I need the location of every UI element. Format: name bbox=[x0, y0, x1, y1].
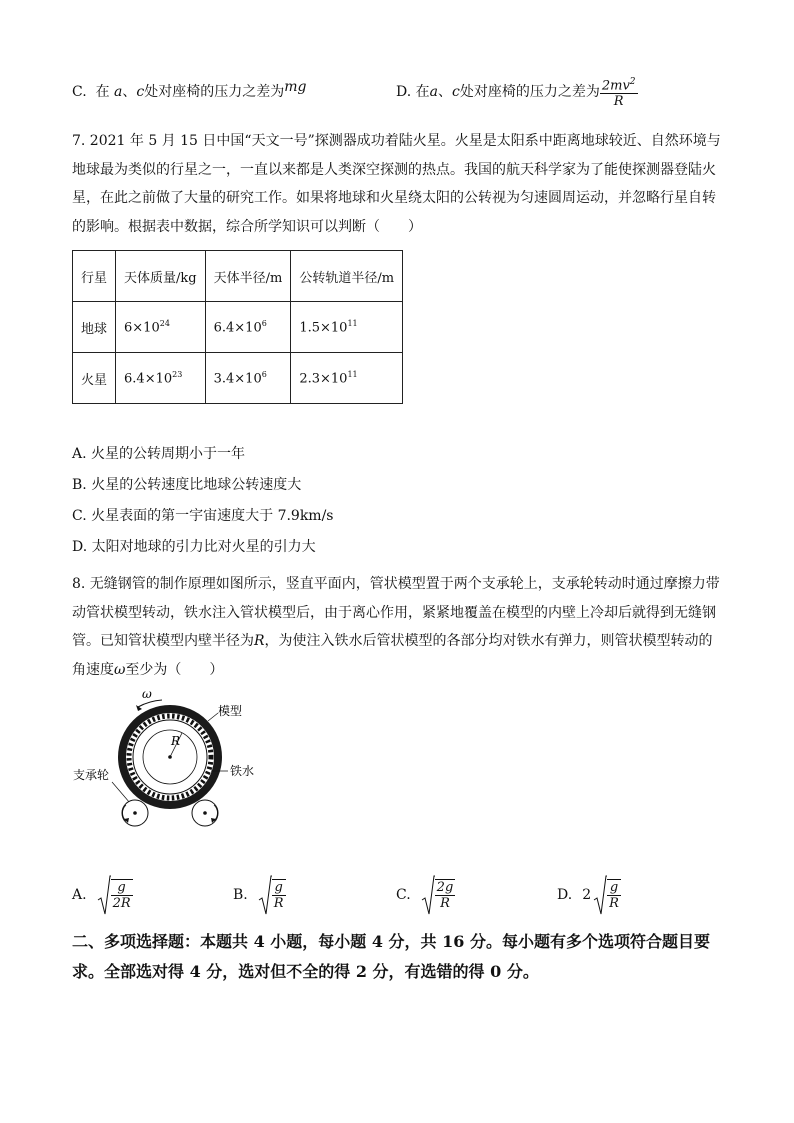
sqrt-sign-icon bbox=[258, 874, 272, 916]
wheel-axle-right bbox=[203, 811, 207, 815]
q7-option-c: C. 火星表面的第一宇宙速度大于 7.9km/s bbox=[72, 508, 334, 524]
q7-option-d: D. 太阳对地球的引力比对火星的引力大 bbox=[72, 539, 316, 555]
sqrt-fraction: $\frac{g}{2R}$ bbox=[112, 879, 131, 911]
sqrt-fraction: $\frac{g}{R}$ bbox=[273, 879, 284, 911]
center-dot bbox=[168, 755, 172, 759]
sqrt-fraction: $\frac{2g}{R}$ bbox=[436, 879, 454, 911]
q6-option-c: C. 在 a、c处对座椅的压力之差为mg bbox=[72, 79, 307, 100]
table-cell: $1.5\times 10^{11}$ bbox=[291, 302, 403, 353]
q7-data-table bbox=[72, 250, 403, 404]
q8-stem: 8. 无缝钢管的制作原理如图所示，竖直平面内，管状模型置于两个支承轮上，支承轮转动时通过摩擦力带动管状模型转动，铁水注入管状模型后，由于离心作用，紧紧地覆盖在模型的内壁上冷却后就得到无缝钢管。已知管状模型内壁半径为R，为使注入铁水后管状模型的各部分均对铁水有弹力，则管状模型转动的角速度ω至少为（ ） bbox=[72, 576, 720, 678]
table-cell: $3.4\times 10^6$ bbox=[205, 353, 291, 404]
sqrt-sign-icon bbox=[593, 874, 607, 916]
table-header: 公转轨道半径/m bbox=[291, 251, 403, 302]
table-row bbox=[73, 353, 403, 404]
model-leader bbox=[208, 713, 218, 721]
wheel-label: 支承轮 bbox=[73, 768, 110, 782]
table-header: 天体半径/m bbox=[205, 251, 291, 302]
q8-option-d: D. 2 $\frac{g}{R}$ bbox=[557, 873, 621, 917]
sqrt-sign-icon bbox=[421, 874, 435, 916]
section2-title: 二、多项选择题：本题共 4 小题，每小题 4 分，共 16 分。每小题有多个选项符合题目要求。全部选对得 4 分，选对但不全的得 2 分，有选错的得 0 分。 bbox=[72, 932, 710, 981]
table-cell: $6.4\times 10^{23}$ bbox=[116, 353, 206, 404]
omega-label: ω bbox=[142, 687, 152, 701]
table-cell: $2.3\times 10^{11}$ bbox=[291, 353, 403, 404]
table-header: 行星 bbox=[73, 251, 116, 302]
omega-arrow-icon bbox=[138, 700, 162, 707]
table-header-row bbox=[73, 251, 403, 302]
q7-stem: 7. 2021 年 5 月 15 日中国“天文一号”探测器成功着陆火星。火星是太阳系中距离地球较近、自然环境与地球最为类似的行星之一，一直以来都是人类深空探测的热点。我国的航天科学家为了能使探测器登陆火星，在此之前做了大量的研究工作。如果将地球和火星绕太阳的公转视为匀速圆周运动，并忽略行星自转的影响。根据表中数据，综合所学知识可以判断（ ） bbox=[72, 133, 721, 235]
table-header: 天体质量/kg bbox=[116, 251, 206, 302]
q7-option-a: A. 火星的公转周期小于一年 bbox=[72, 446, 246, 462]
table-cell: $6.4\times 10^6$ bbox=[205, 302, 291, 353]
model-label: 模型 bbox=[218, 704, 243, 718]
radius-label: R bbox=[171, 734, 181, 748]
q7-option-b: B. 火星的公转速度比地球公转速度大 bbox=[72, 477, 302, 493]
wheel-axle-left bbox=[133, 811, 137, 815]
q8-option-c: C. $\frac{2g}{R}$ bbox=[396, 873, 455, 917]
q8-option-a: A. $\frac{g}{2R}$ bbox=[72, 873, 133, 917]
q6-d-fraction: $\frac{2mv^2}{R}$ bbox=[601, 76, 636, 110]
table-cell: $6\times 10^{24}$ bbox=[116, 302, 206, 353]
sqrt-sign-icon bbox=[97, 874, 111, 916]
table-cell: 地球 bbox=[73, 302, 116, 353]
iron-label: 铁水 bbox=[230, 764, 255, 778]
table-row bbox=[73, 302, 403, 353]
table-cell: 火星 bbox=[73, 353, 116, 404]
q6-option-d: D. 在 a 、 c 处对座椅的压力之差为 $\frac{2mv^2}{R}$ bbox=[396, 76, 636, 110]
q8-figure bbox=[70, 685, 270, 835]
sqrt-fraction: $\frac{g}{R}$ bbox=[609, 879, 619, 911]
q6-c-expr: mg bbox=[284, 79, 307, 95]
q8-option-b: B. $\frac{g}{R}$ bbox=[233, 873, 286, 917]
